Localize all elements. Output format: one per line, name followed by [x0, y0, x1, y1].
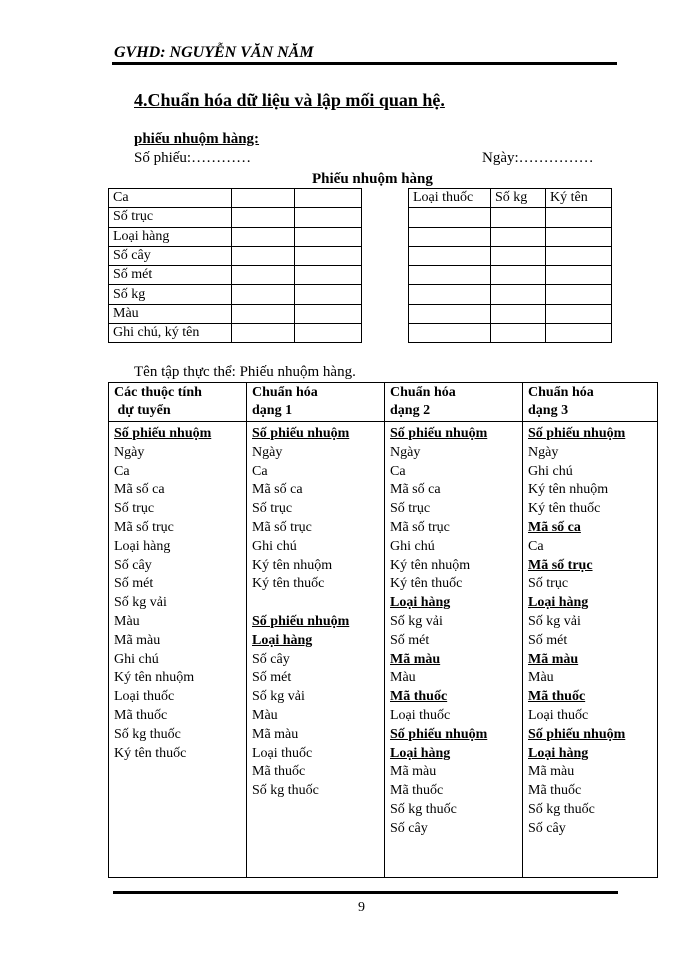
slip-row [109, 304, 362, 323]
attribute: Mã số trục [114, 519, 174, 535]
slip-empty-cell [295, 227, 362, 246]
entity-label: Tên tập thực thể: Phiếu nhuộm hàng. [134, 364, 356, 380]
slip-title: Phiếu nhuộm hàng [312, 171, 433, 187]
key-attribute: Mã số trục [528, 557, 593, 573]
attribute: Số trục [528, 576, 569, 592]
slip-row [109, 285, 362, 304]
footer-rule [113, 891, 618, 894]
slip-empty-cell [232, 246, 295, 265]
norm-header-line: dạng 2 [390, 403, 431, 418]
page-header: GVHD: NGUYỄN VĂN NĂM [114, 44, 314, 61]
key-attribute: Mã số ca [528, 519, 581, 535]
slip-right-header-row [409, 189, 612, 208]
attribute: Mã thuốc [114, 707, 168, 723]
key-attribute: Loại hàng [390, 745, 451, 761]
slip-right-header: Ký tên [546, 189, 612, 208]
attribute: Ký tên thuốc [390, 576, 463, 592]
attribute: Ghi chú [252, 538, 297, 554]
slip-row [109, 227, 362, 246]
attribute: Ngày [114, 444, 145, 460]
attribute: Số kg vải [528, 613, 581, 629]
attribute: Ca [390, 463, 406, 479]
attribute: Số cây [528, 820, 566, 836]
slip-row-label: Số kg [109, 285, 232, 304]
slip-empty-cell [232, 304, 295, 323]
slip-empty-cell [491, 324, 546, 343]
attribute: Số mét [528, 632, 568, 648]
attribute: Ký tên nhuộm [114, 670, 195, 686]
key-attribute: Số phiếu nhuộm [390, 726, 488, 742]
slip-right-row [409, 227, 612, 246]
norm-column-header [247, 383, 385, 422]
normalization-table [108, 382, 658, 878]
slip-empty-cell [295, 285, 362, 304]
attribute: Số kg thuốc [390, 801, 457, 817]
slip-empty-cell [546, 227, 612, 246]
slip-right-row [409, 246, 612, 265]
slip-empty-cell [295, 189, 362, 208]
key-attribute: Số phiếu nhuộm [528, 726, 626, 742]
slip-empty-cell [546, 266, 612, 285]
key-attribute: Mã màu [528, 651, 579, 667]
page-number: 9 [358, 900, 365, 915]
slip-empty-cell [491, 266, 546, 285]
attribute: Số mét [390, 632, 430, 648]
section-title: 4.Chuẩn hóa dữ liệu và lập mối quan hệ. [134, 90, 445, 110]
attribute: Màu [252, 707, 278, 723]
norm-column-header [109, 383, 247, 422]
attribute: Mã màu [390, 764, 437, 780]
attribute: Ngày [252, 444, 283, 460]
attribute: Số trục [390, 501, 431, 517]
slip-empty-cell [232, 189, 295, 208]
key-attribute: Mã thuốc [528, 689, 586, 705]
attribute: Ký tên thuốc [528, 501, 601, 517]
slip-empty-cell [409, 208, 491, 227]
attribute: Ghi chú [114, 651, 159, 667]
attribute: Mã thuốc [252, 764, 306, 780]
norm-header-line: dạng 1 [252, 403, 293, 418]
slip-empty-cell [546, 324, 612, 343]
attribute: Mã số ca [252, 482, 303, 498]
slip-empty-cell [409, 246, 491, 265]
attribute: Màu [528, 670, 554, 686]
attribute: Ca [114, 463, 130, 479]
attribute: Ngày [528, 444, 559, 460]
slip-empty-cell [295, 304, 362, 323]
norm-column [247, 422, 385, 878]
slip-left-table [108, 188, 362, 343]
attribute: Ngày [390, 444, 421, 460]
attribute: Loại hàng [114, 538, 171, 554]
attribute: Loại thuốc [390, 707, 451, 723]
norm-column-header [523, 383, 658, 422]
key-attribute: Mã màu [390, 651, 441, 667]
slip-empty-cell [295, 246, 362, 265]
slip-right-header: Loại thuốc [409, 189, 491, 208]
norm-header-line: Các thuộc tính [114, 385, 202, 400]
slip-row-label: Số cây [109, 246, 232, 265]
attribute: Ca [252, 463, 268, 479]
slip-empty-cell [546, 246, 612, 265]
attribute: Số kg thuốc [528, 801, 595, 817]
key-attribute: Loại hàng [528, 595, 589, 611]
attribute: Ký tên thuốc [252, 576, 325, 592]
slip-row [109, 246, 362, 265]
slip-empty-cell [295, 324, 362, 343]
slip-right-row [409, 324, 612, 343]
key-attribute: Số phiếu nhuộm [114, 426, 212, 441]
attribute: Ký tên nhuộm [390, 557, 471, 573]
attribute: Số cây [252, 651, 290, 667]
key-attribute: Loại hàng [528, 745, 589, 761]
form-ngay: Ngày:…………… [482, 150, 594, 166]
slip-right-row [409, 208, 612, 227]
attribute: Số kg vải [114, 595, 167, 611]
attribute: Số trục [252, 501, 293, 517]
attribute: Mã màu [252, 726, 299, 742]
key-attribute: Mã thuốc [390, 689, 448, 705]
norm-column [385, 422, 523, 878]
header-rule [112, 62, 617, 65]
slip-empty-cell [295, 208, 362, 227]
slip-empty-cell [409, 324, 491, 343]
attribute: Ghi chú [528, 463, 573, 479]
attribute: Số trục [114, 501, 155, 517]
attribute: Số kg vải [252, 689, 305, 705]
slip-row [109, 324, 362, 343]
attribute: Số mét [252, 670, 292, 686]
attribute: Mã số ca [390, 482, 441, 498]
key-attribute: Số phiếu nhuộm [252, 613, 350, 629]
attribute [252, 594, 379, 613]
slip-empty-cell [409, 285, 491, 304]
key-attribute: Loại hàng [390, 595, 451, 611]
attribute: Mã số trục [390, 519, 450, 535]
slip-row-label: Màu [109, 304, 232, 323]
slip-empty-cell [546, 208, 612, 227]
slip-right-row [409, 304, 612, 323]
attribute: Loại thuốc [114, 689, 175, 705]
attribute: Số mét [114, 576, 154, 592]
slip-empty-cell [232, 208, 295, 227]
key-attribute: Số phiếu nhuộm [390, 426, 488, 441]
slip-row [109, 208, 362, 227]
norm-column [109, 422, 247, 878]
slip-empty-cell [409, 304, 491, 323]
norm-header-line: Chuẩn hóa [390, 385, 456, 400]
attribute: Mã màu [114, 632, 161, 648]
norm-header-line: Chuẩn hóa [252, 385, 318, 400]
attribute: Ghi chú [390, 538, 435, 554]
slip-empty-cell [491, 227, 546, 246]
attribute: Ký tên nhuộm [252, 557, 333, 573]
slip-row [109, 266, 362, 285]
slip-empty-cell [295, 266, 362, 285]
slip-row-label: Số trục [109, 208, 232, 227]
slip-empty-cell [546, 304, 612, 323]
form-label: phiếu nhuộm hàng: [134, 131, 260, 147]
attribute: Số kg thuốc [114, 726, 181, 742]
slip-empty-cell [491, 304, 546, 323]
slip-empty-cell [546, 285, 612, 304]
slip-empty-cell [491, 285, 546, 304]
norm-column [523, 422, 658, 878]
attribute: Mã thuốc [390, 783, 444, 799]
key-attribute: Loại hàng [252, 632, 313, 648]
slip-right-table [408, 188, 612, 343]
slip-row [109, 189, 362, 208]
attribute: Loại thuốc [528, 707, 589, 723]
attribute: Số cây [114, 557, 152, 573]
slip-empty-cell [232, 324, 295, 343]
slip-empty-cell [409, 227, 491, 246]
form-so-phieu: Số phiếu:………… [134, 150, 252, 166]
attribute: Mã số ca [114, 482, 165, 498]
slip-empty-cell [409, 266, 491, 285]
slip-empty-cell [491, 208, 546, 227]
attribute: Số cây [390, 820, 428, 836]
slip-row-label: Ghi chú, ký tên [109, 324, 232, 343]
slip-row-label: Loại hàng [109, 227, 232, 246]
norm-header-line: dạng 3 [528, 403, 569, 418]
attribute: Số kg thuốc [252, 783, 319, 799]
attribute: Mã số trục [252, 519, 312, 535]
slip-right-row [409, 285, 612, 304]
key-attribute: Số phiếu nhuộm [252, 426, 350, 441]
slip-empty-cell [232, 285, 295, 304]
slip-row-label: Ca [109, 189, 232, 208]
slip-row-label: Số mét [109, 266, 232, 285]
attribute: Ký tên thuốc [114, 745, 187, 761]
norm-column-header [385, 383, 523, 422]
norm-header-line: Chuẩn hóa [528, 385, 594, 400]
attribute: Ký tên nhuộm [528, 482, 609, 498]
attribute: Màu [390, 670, 416, 686]
attribute: Ca [528, 538, 544, 554]
attribute: Số kg vải [390, 613, 443, 629]
norm-header-line: dự tuyển [114, 403, 171, 418]
key-attribute: Số phiếu nhuộm [528, 426, 626, 441]
attribute: Mã thuốc [528, 783, 582, 799]
slip-empty-cell [232, 227, 295, 246]
slip-empty-cell [491, 246, 546, 265]
attribute: Màu [114, 613, 140, 629]
attribute: Mã màu [528, 764, 575, 780]
slip-empty-cell [232, 266, 295, 285]
slip-right-header: Số kg [491, 189, 546, 208]
slip-right-row [409, 266, 612, 285]
attribute: Loại thuốc [252, 745, 313, 761]
